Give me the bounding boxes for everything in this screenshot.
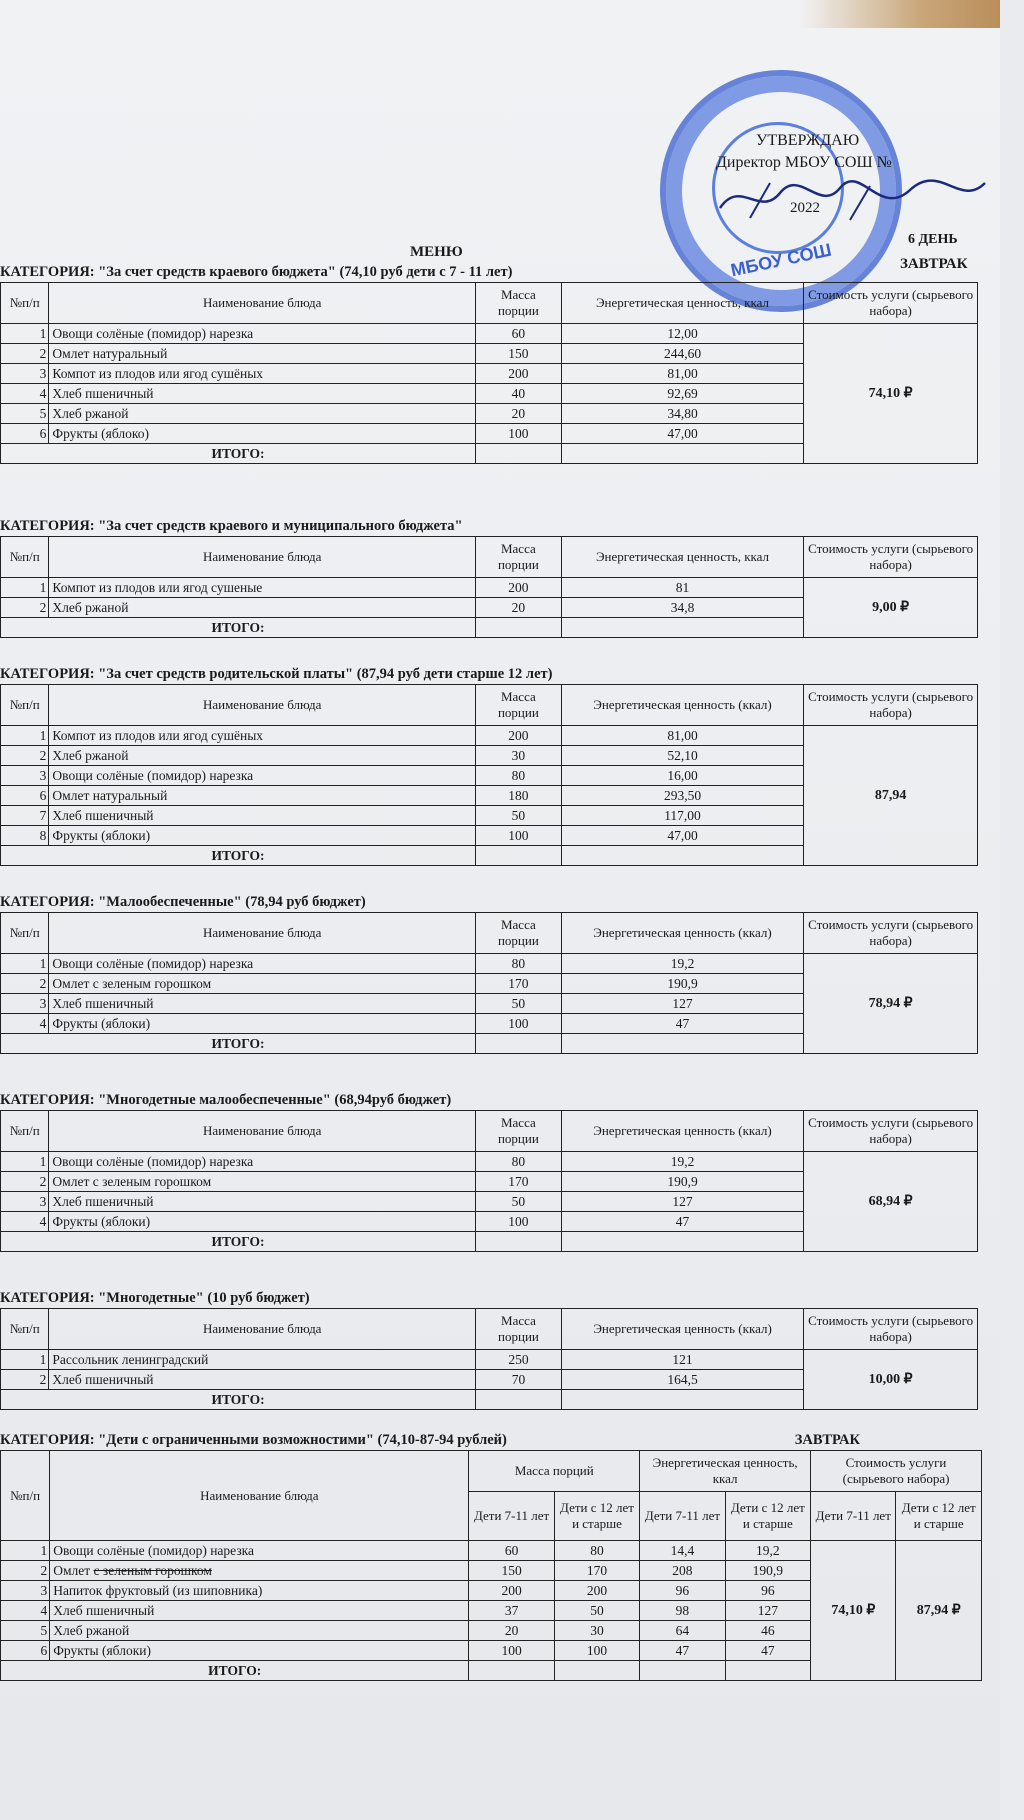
col-cost-header: Стоимость услуги (сырьевого набора)	[804, 1111, 978, 1152]
energy-old: 190,9	[725, 1561, 810, 1581]
table-row	[1, 726, 978, 746]
mass-old: 80	[554, 1541, 639, 1561]
dish-energy: 47	[561, 1014, 803, 1034]
col-mass-header: Масса порции	[475, 913, 561, 954]
dish-mass: 70	[476, 1370, 562, 1390]
dish-mass: 250	[476, 1350, 562, 1370]
section-title: КАТЕГОРИЯ: "Дети с ограниченными возможностими" (74,10-87-94 рублей) ЗАВТРАК	[0, 1432, 860, 1448]
mass-young: 100	[469, 1641, 554, 1661]
menu-title: МЕНЮ	[410, 244, 463, 260]
col-num-header: №п/п	[1, 1111, 49, 1152]
menu-table	[0, 282, 978, 464]
approve-director: Директор МБОУ СОШ №	[716, 154, 892, 171]
dish-name: Овощи солёные (помидор) нарезка	[49, 324, 476, 344]
dish-energy: 81,00	[561, 364, 803, 384]
row-number: 4	[1, 1014, 49, 1034]
dish-energy: 12,00	[561, 324, 803, 344]
section-cost: 9,00 ₽	[804, 578, 978, 638]
energy-old: 47	[725, 1641, 810, 1661]
col-num-header: №п/п	[1, 685, 49, 726]
itogo-label: ИТОГО:	[1, 1390, 476, 1410]
energy-young: 98	[640, 1601, 725, 1621]
mass-young: 200	[469, 1581, 554, 1601]
row-number: 6	[1, 424, 49, 444]
dish-energy: 190,9	[561, 1172, 803, 1192]
itogo-cell	[725, 1661, 810, 1681]
menu-table	[0, 684, 978, 866]
col-mass-header: Масса порции	[475, 1111, 561, 1152]
dish-name: Фрукты (яблоко)	[49, 424, 476, 444]
sub-young-energy: Дети 7-11 лет	[640, 1492, 725, 1541]
dish-name: Напиток фруктовый (из шиповника)	[50, 1581, 469, 1601]
mass-young: 60	[469, 1541, 554, 1561]
table-row	[1, 954, 978, 974]
row-number: 2	[1, 1370, 49, 1390]
row-number: 1	[1, 954, 49, 974]
dish-name: Хлеб ржаной	[50, 1621, 469, 1641]
mass-old: 200	[554, 1581, 639, 1601]
section-3	[0, 664, 980, 866]
dish-energy: 127	[561, 1192, 803, 1212]
col-energy-header: Энергетическая ценность (ккал)	[561, 913, 803, 954]
section-cost: 68,94 ₽	[804, 1152, 978, 1252]
menu-table	[0, 536, 978, 638]
row-number: 8	[1, 826, 49, 846]
paper-corner	[800, 0, 1000, 28]
row-number: 3	[1, 994, 49, 1014]
dish-name: Фрукты (яблоки)	[49, 826, 476, 846]
dish-name: Омлет с зеленым горошком	[50, 1561, 469, 1581]
col-energy-header: Энергетическая ценность (ккал)	[561, 1111, 803, 1152]
col-cost-header: Стоимость услуги (сырьевого набора)	[804, 283, 978, 324]
sub-young-mass: Дети 7-11 лет	[469, 1492, 554, 1541]
itogo-mass	[475, 444, 561, 464]
dish-name: Хлеб ржаной	[49, 404, 476, 424]
col-cost-header: Стоимость услуги (сырьевого набора)	[804, 537, 978, 578]
col-mass-header: Масса порции	[475, 537, 561, 578]
dish-name: Фрукты (яблоки)	[49, 1212, 476, 1232]
dish-name: Овощи солёные (помидор) нарезка	[50, 1541, 469, 1561]
section-2	[0, 516, 980, 638]
itogo-label: ИТОГО:	[1, 1661, 469, 1681]
row-number: 1	[1, 1541, 50, 1561]
row-number: 7	[1, 806, 49, 826]
dish-mass: 80	[475, 766, 561, 786]
col-name-header: Наименование блюда	[49, 685, 476, 726]
section-5	[0, 1090, 980, 1252]
col-num-header: №п/п	[1, 1451, 50, 1541]
table-row	[1, 324, 978, 344]
section-cost: 87,94	[804, 726, 978, 866]
mass-young: 37	[469, 1601, 554, 1621]
dish-name: Овощи солёные (помидор) нарезка	[49, 766, 476, 786]
row-number: 6	[1, 786, 49, 806]
dish-mass: 180	[475, 786, 561, 806]
limited-menu-table	[0, 1450, 982, 1681]
itogo-energy	[561, 1232, 803, 1252]
dish-name: Хлеб пшеничный	[49, 1370, 476, 1390]
sub-old-mass: Дети с 12 лет и старше	[554, 1492, 639, 1541]
section-cost: 74,10 ₽	[804, 324, 978, 464]
row-number: 4	[1, 384, 49, 404]
col-energy-header: Энергетическая ценность, ккал	[640, 1451, 811, 1492]
energy-young: 64	[640, 1621, 725, 1641]
col-name-header: Наименование блюда	[49, 283, 476, 324]
dish-name: Хлеб пшеничный	[50, 1601, 469, 1621]
dish-mass: 200	[475, 364, 561, 384]
energy-young: 208	[640, 1561, 725, 1581]
dish-mass: 40	[475, 384, 561, 404]
dish-energy: 190,9	[561, 974, 803, 994]
dish-mass: 20	[475, 404, 561, 424]
row-number: 5	[1, 1621, 50, 1641]
dish-mass: 150	[475, 344, 561, 364]
dish-name: Фрукты (яблоки)	[50, 1641, 469, 1661]
itogo-label: ИТОГО:	[1, 1034, 476, 1054]
itogo-energy	[561, 618, 803, 638]
dish-name: Хлеб пшеничный	[49, 806, 476, 826]
approve-title: УТВЕРЖДАЮ	[756, 132, 860, 149]
row-number: 2	[1, 1561, 50, 1581]
mass-old: 30	[554, 1621, 639, 1641]
row-number: 2	[1, 1172, 49, 1192]
row-number: 1	[1, 1152, 49, 1172]
itogo-energy	[561, 1390, 803, 1410]
col-num-header: №п/п	[1, 1309, 49, 1350]
mass-old: 50	[554, 1601, 639, 1621]
dish-name: Хлеб ржаной	[49, 598, 476, 618]
section-title: КАТЕГОРИЯ: "Малообеспеченные" (78,94 руб бюджет)	[0, 894, 366, 910]
row-number: 3	[1, 1192, 49, 1212]
dish-name: Омлет с зеленым горошком	[49, 1172, 476, 1192]
meal-label: ЗАВТРАК	[900, 256, 968, 272]
dish-energy: 92,69	[561, 384, 803, 404]
section-title: КАТЕГОРИЯ: "За счет средств краевого бюджета" (74,10 руб дети с 7 - 11 лет)	[0, 264, 513, 280]
energy-old: 127	[725, 1601, 810, 1621]
dish-energy: 16,00	[561, 766, 803, 786]
dish-mass: 200	[475, 578, 561, 598]
col-cost-header: Стоимость услуги (сырьевого набора)	[811, 1451, 982, 1492]
dish-name: Компот из плодов или ягод сушёных	[49, 726, 476, 746]
dish-energy: 117,00	[561, 806, 803, 826]
itogo-cell	[640, 1661, 725, 1681]
dish-name: Компот из плодов или ягод сушеные	[49, 578, 476, 598]
itogo-mass	[476, 1390, 562, 1410]
itogo-mass	[475, 1232, 561, 1252]
itogo-mass	[475, 618, 561, 638]
dish-mass: 30	[475, 746, 561, 766]
dish-mass: 170	[475, 1172, 561, 1192]
dish-mass: 20	[475, 598, 561, 618]
row-number: 1	[1, 578, 49, 598]
col-num-header: №п/п	[1, 537, 49, 578]
itogo-cell	[554, 1661, 639, 1681]
dish-mass: 50	[475, 1192, 561, 1212]
dish-name: Омлет с зеленым горошком	[49, 974, 476, 994]
row-number: 2	[1, 746, 49, 766]
dish-name: Хлеб пшеничный	[49, 994, 476, 1014]
itogo-label: ИТОГО:	[1, 618, 476, 638]
row-number: 5	[1, 404, 49, 424]
section-title: КАТЕГОРИЯ: "За счет средств краевого и муниципального бюджета"	[0, 518, 463, 534]
dish-energy: 47,00	[561, 826, 803, 846]
energy-young: 14,4	[640, 1541, 725, 1561]
seal-text: МБОУ СОШ	[728, 239, 834, 281]
section-title: КАТЕГОРИЯ: "Многодетные малообеспеченные" (68,94руб бюджет)	[0, 1092, 452, 1108]
mass-old: 170	[554, 1561, 639, 1581]
section-limited	[0, 1430, 980, 1681]
col-cost-header: Стоимость услуги (сырьевого набора)	[804, 685, 978, 726]
menu-table	[0, 912, 978, 1054]
row-number: 3	[1, 364, 49, 384]
row-number: 2	[1, 974, 49, 994]
row-number: 3	[1, 766, 49, 786]
col-mass-header: Масса порции	[476, 1309, 562, 1350]
section-4	[0, 892, 980, 1054]
itogo-label: ИТОГО:	[1, 444, 476, 464]
section-6	[0, 1288, 980, 1410]
itogo-energy	[561, 846, 803, 866]
col-mass-header: Масса порции	[475, 685, 561, 726]
dish-mass: 100	[475, 1212, 561, 1232]
sub-old-energy: Дети с 12 лет и старше	[725, 1492, 810, 1541]
row-number: 2	[1, 344, 49, 364]
dish-mass: 100	[475, 424, 561, 444]
itogo-energy	[561, 1034, 803, 1054]
dish-energy: 47	[561, 1212, 803, 1232]
day-label: 6 ДЕНЬ	[908, 232, 958, 247]
table-row	[1, 1350, 978, 1370]
dish-mass: 60	[475, 324, 561, 344]
section-title: КАТЕГОРИЯ: "Многодетные" (10 руб бюджет)	[0, 1290, 310, 1306]
dish-mass: 80	[475, 954, 561, 974]
dish-energy: 121	[561, 1350, 803, 1370]
cost-young: 74,10 ₽	[811, 1541, 896, 1681]
dish-mass: 100	[475, 826, 561, 846]
sub-old-cost: Дети с 12 лет и старше	[896, 1492, 982, 1541]
row-number: 1	[1, 1350, 49, 1370]
dish-mass: 80	[475, 1152, 561, 1172]
dish-name: Фрукты (яблоки)	[49, 1014, 476, 1034]
itogo-label: ИТОГО:	[1, 846, 476, 866]
dish-energy: 81	[561, 578, 803, 598]
energy-old: 19,2	[725, 1541, 810, 1561]
dish-energy: 19,2	[561, 954, 803, 974]
energy-old: 46	[725, 1621, 810, 1641]
dish-name: Овощи солёные (помидор) нарезка	[49, 954, 476, 974]
dish-mass: 50	[475, 806, 561, 826]
mass-young: 20	[469, 1621, 554, 1641]
dish-name: Компот из плодов или ягод сушёных	[49, 364, 476, 384]
dish-name: Овощи солёные (помидор) нарезка	[49, 1152, 476, 1172]
col-energy-header: Энергетическая ценность (ккал)	[561, 685, 803, 726]
col-mass-header: Масса порций	[469, 1451, 640, 1492]
section-meal-label: ЗАВТРАК	[794, 1432, 860, 1448]
col-energy-header: Энергетическая ценность, ккал	[561, 283, 803, 324]
dish-energy: 164,5	[561, 1370, 803, 1390]
itogo-mass	[475, 846, 561, 866]
dish-name: Хлеб пшеничный	[49, 1192, 476, 1212]
dish-energy: 127	[561, 994, 803, 1014]
dish-mass: 100	[475, 1014, 561, 1034]
dish-name: Хлеб пшеничный	[49, 384, 476, 404]
col-name-header: Наименование блюда	[49, 537, 476, 578]
col-energy-header: Энергетическая ценность, ккал	[561, 537, 803, 578]
dish-name: Омлет натуральный	[49, 344, 476, 364]
row-number: 4	[1, 1212, 49, 1232]
section-1	[0, 262, 980, 464]
menu-table	[0, 1308, 978, 1410]
table-row	[1, 1152, 978, 1172]
signature-icon	[710, 168, 990, 228]
table-row	[1, 1541, 982, 1561]
menu-table	[0, 1110, 978, 1252]
section-title: КАТЕГОРИЯ: "За счет средств родительской платы" (87,94 руб дети старше 12 лет)	[0, 666, 553, 682]
row-number: 6	[1, 1641, 50, 1661]
energy-young: 47	[640, 1641, 725, 1661]
mass-old: 100	[554, 1641, 639, 1661]
dish-energy: 81,00	[561, 726, 803, 746]
dish-mass: 50	[475, 994, 561, 1014]
itogo-cell	[469, 1661, 554, 1681]
approve-year: 2022	[790, 200, 820, 216]
dish-energy: 19,2	[561, 1152, 803, 1172]
mass-young: 150	[469, 1561, 554, 1581]
dish-energy: 244,60	[561, 344, 803, 364]
energy-old: 96	[725, 1581, 810, 1601]
col-cost-header: Стоимость услуги (сырьевого набора)	[804, 1309, 978, 1350]
col-energy-header: Энергетическая ценность (ккал)	[561, 1309, 803, 1350]
row-number: 3	[1, 1581, 50, 1601]
itogo-energy	[561, 444, 803, 464]
col-name-header: Наименование блюда	[49, 1111, 476, 1152]
col-name-header: Наименование блюда	[50, 1451, 469, 1541]
dish-mass: 170	[475, 974, 561, 994]
col-cost-header: Стоимость услуги (сырьевого набора)	[804, 913, 978, 954]
itogo-mass	[475, 1034, 561, 1054]
section-cost: 78,94 ₽	[804, 954, 978, 1054]
dish-energy: 34,80	[561, 404, 803, 424]
dish-energy: 34,8	[561, 598, 803, 618]
section-cost: 10,00 ₽	[804, 1350, 978, 1410]
col-name-header: Наименование блюда	[49, 1309, 476, 1350]
dish-mass: 200	[475, 726, 561, 746]
table-row	[1, 578, 978, 598]
dish-energy: 52,10	[561, 746, 803, 766]
row-number: 4	[1, 1601, 50, 1621]
col-num-header: №п/п	[1, 283, 49, 324]
row-number: 1	[1, 726, 49, 746]
cost-old: 87,94 ₽	[896, 1541, 982, 1681]
dish-name: Рассольник ленинградский	[49, 1350, 476, 1370]
sub-young-cost: Дети 7-11 лет	[811, 1492, 896, 1541]
col-name-header: Наименование блюда	[49, 913, 476, 954]
energy-young: 96	[640, 1581, 725, 1601]
col-mass-header: Масса порции	[475, 283, 561, 324]
dish-energy: 293,50	[561, 786, 803, 806]
col-num-header: №п/п	[1, 913, 49, 954]
itogo-label: ИТОГО:	[1, 1232, 476, 1252]
dish-name: Омлет натуральный	[49, 786, 476, 806]
row-number: 2	[1, 598, 49, 618]
dish-name: Хлеб ржаной	[49, 746, 476, 766]
row-number: 1	[1, 324, 49, 344]
dish-energy: 47,00	[561, 424, 803, 444]
